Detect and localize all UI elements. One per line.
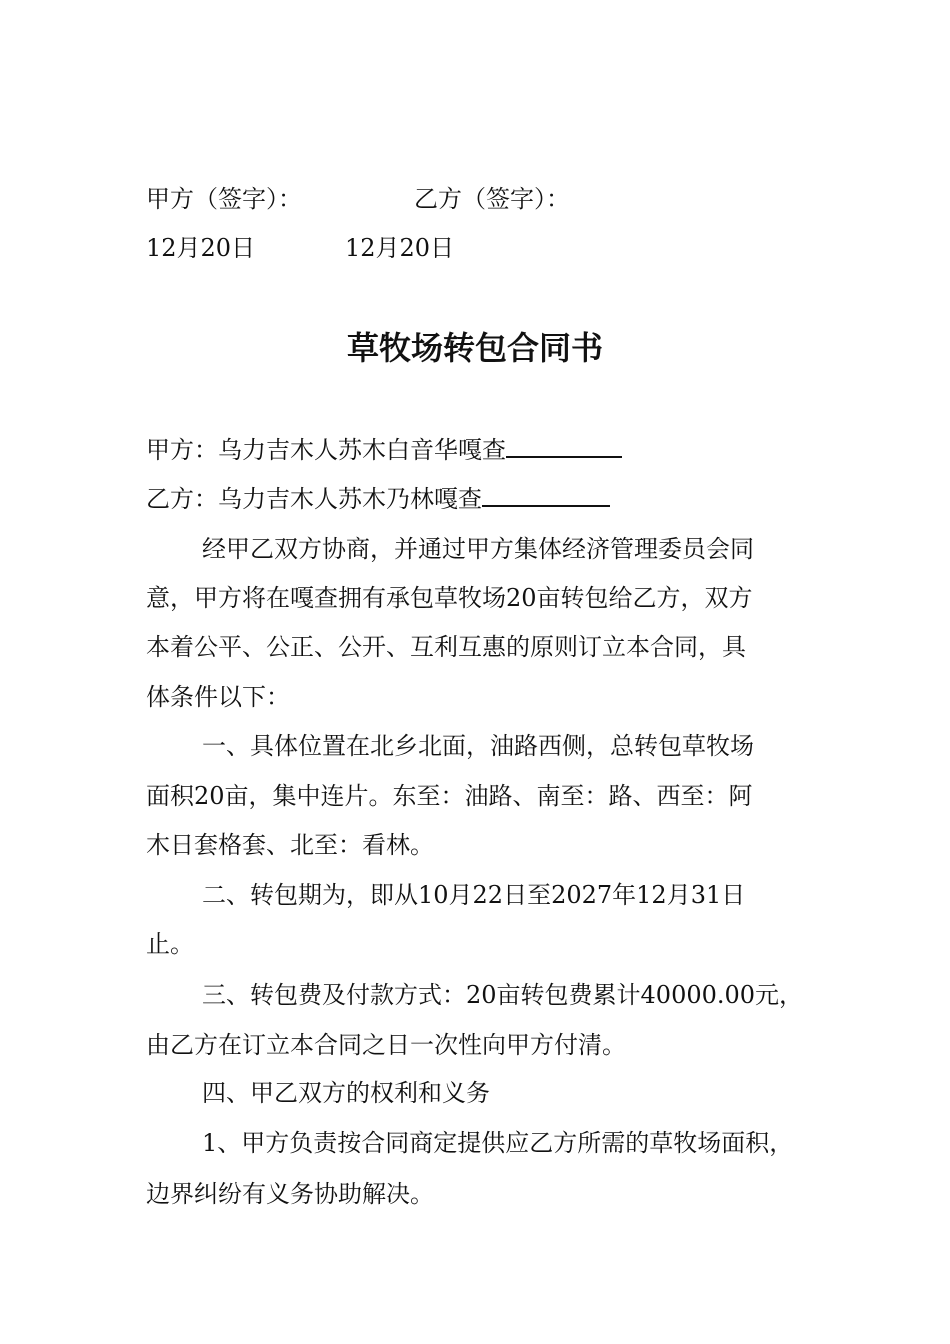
party-b-line [146,483,826,514]
body-line: 经甲乙双方协商，并通过甲方集体经济管理委员会同 [202,535,754,563]
party-a-line [146,434,826,465]
party-a-date: 12月20日 [146,234,256,262]
body-line: 由乙方在订立本合同之日一次性向甲方付清。 [146,1031,626,1059]
body-line: 一、具体位置在北乡北面，油路西侧，总转包草牧场 [202,732,754,760]
body-line: 木日套格套、北至：看林。 [146,831,434,859]
document-title: 草牧场转包合同书 [346,329,603,367]
party-b-name: 乙方：乌力吉木人苏木乃林嘎查 [146,485,482,513]
party-b-blank [482,483,610,507]
party-b-date: 12月20日 [345,234,455,262]
party-b-signature-label: 乙方（签字）： [414,185,570,213]
body-line: 意，甲方将在嘎查拥有承包草牧场20亩转包给乙方，双方 [146,584,753,612]
body-line: 二、转包期为，即从10月22日至2027年12月31日 [202,881,746,909]
body-line: 三、转包费及付款方式：20亩转包费累计40000.00元， [202,981,804,1009]
body-line: 1、甲方负责按合同商定提供应乙方所需的草牧场面积， [202,1129,794,1157]
body-line: 边界纠纷有义务协助解决。 [146,1180,434,1208]
body-line: 止。 [146,930,194,958]
party-a-name: 甲方：乌力吉木人苏木白音华嘎查 [146,436,506,464]
party-a-blank [506,434,622,458]
body-line: 面积20亩，集中连片。东至：油路、南至：路、西至：阿 [146,782,753,810]
section-heading: 四、甲乙双方的权利和义务 [202,1079,490,1107]
party-a-signature-label: 甲方（签字）： [146,185,302,213]
body-line: 本着公平、公正、公开、互利互惠的原则订立本合同，具 [146,633,746,661]
body-line: 体条件以下： [146,683,290,711]
